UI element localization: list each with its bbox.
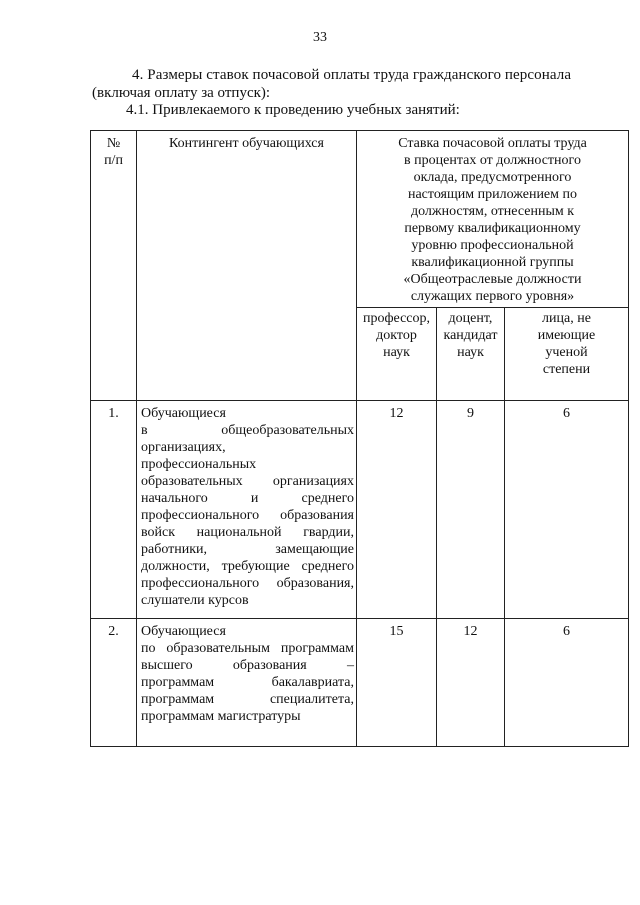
contingent-text-line: программам магистратуры [141,709,301,724]
contingent-text-line: слушатели курсов [141,593,249,608]
subsection-heading-4-1: 4.1. Привлекаемого к проведению учебных занятий: [126,102,460,118]
rate-professor: 15 [357,619,437,747]
contingent-text-line: в общеобразовательных [141,423,354,438]
header-rate-line: должностям, отнесенным к [410,204,575,219]
contingent-text-line: образовательных организациях [141,474,354,489]
subheader-docent [437,308,505,401]
contingent-text-line: профессионального образования, [141,576,354,591]
contingent-text-line: работники, замещающие [141,542,354,557]
contingent-text-line: Обучающиеся [141,624,226,639]
subheader-professor [357,308,437,401]
contingent-text-line: организациях, [141,440,226,455]
header-number: № п/п [91,131,137,401]
subheader-line: имеющие [537,328,596,343]
subheader-line: степени [542,362,591,377]
header-rate-line: служащих первого уровня» [410,289,575,304]
header-rate-line: Ставка почасовой оплаты труда [398,136,587,151]
rate-no-degree: 6 [505,401,629,619]
header-rate-line: настоящим приложением по [407,187,578,202]
contingent-text-line: программам специалитета, [141,692,354,707]
subheader-line: кандидат [443,328,498,343]
rate-no-degree: 6 [505,619,629,747]
subheader-no-degree [505,308,629,401]
rate-docent: 9 [437,401,505,619]
subheader-line: доктор [376,328,417,343]
table-row [91,619,629,747]
header-rate-line: в процентах от должностного [404,153,581,168]
header-rate-line: «Общеотраслевые должности [403,272,582,287]
contingent-text-line: Обучающиеся [141,406,226,421]
hourly-rates-table [90,130,629,747]
rate-professor: 12 [357,401,437,619]
section-heading-4-continuation: (включая оплату за отпуск): [92,85,271,101]
page-number: 33 [313,30,327,45]
contingent-text-line: войск национальной гвардии, [141,525,354,540]
subheader-line: наук [457,345,484,360]
subheader-line: профессор, [362,311,431,326]
subheader-line: ученой [545,345,588,360]
row-number: 2. [91,619,137,747]
header-rate-line: уровню профессиональной [411,238,574,253]
header-contingent: Контингент обучающихся [137,131,357,401]
table-row [91,401,629,619]
subheader-line: наук [383,345,410,360]
header-rate-line: оклада, предусмотренного [413,170,572,185]
contingent-text-line: профессионального образования [141,508,354,523]
contingent-text-line: высшего образования – [141,658,354,673]
subheader-line: доцент, [448,311,493,326]
contingent-text-line: по образовательным программам [141,641,354,656]
row-number: 1. [91,401,137,619]
contingent-text-line: должности, требующие среднего [141,559,354,574]
table-header-row [91,131,629,308]
contingent-text-line: профессиональных [141,457,257,472]
rate-docent: 12 [437,619,505,747]
contingent-text-line: начального и среднего [141,491,354,506]
contingent-text-line: программам бакалавриата, [141,675,354,690]
subheader-line: лица, не [542,311,591,326]
section-heading-4: 4. Размеры ставок почасовой оплаты труда гражданского персонала [132,67,572,83]
header-rate [357,131,629,308]
row-contingent [137,619,357,747]
header-rate-line: квалификационной группы [411,255,574,270]
header-rate-line: первому квалификационному [404,221,581,236]
row-contingent [137,401,357,619]
